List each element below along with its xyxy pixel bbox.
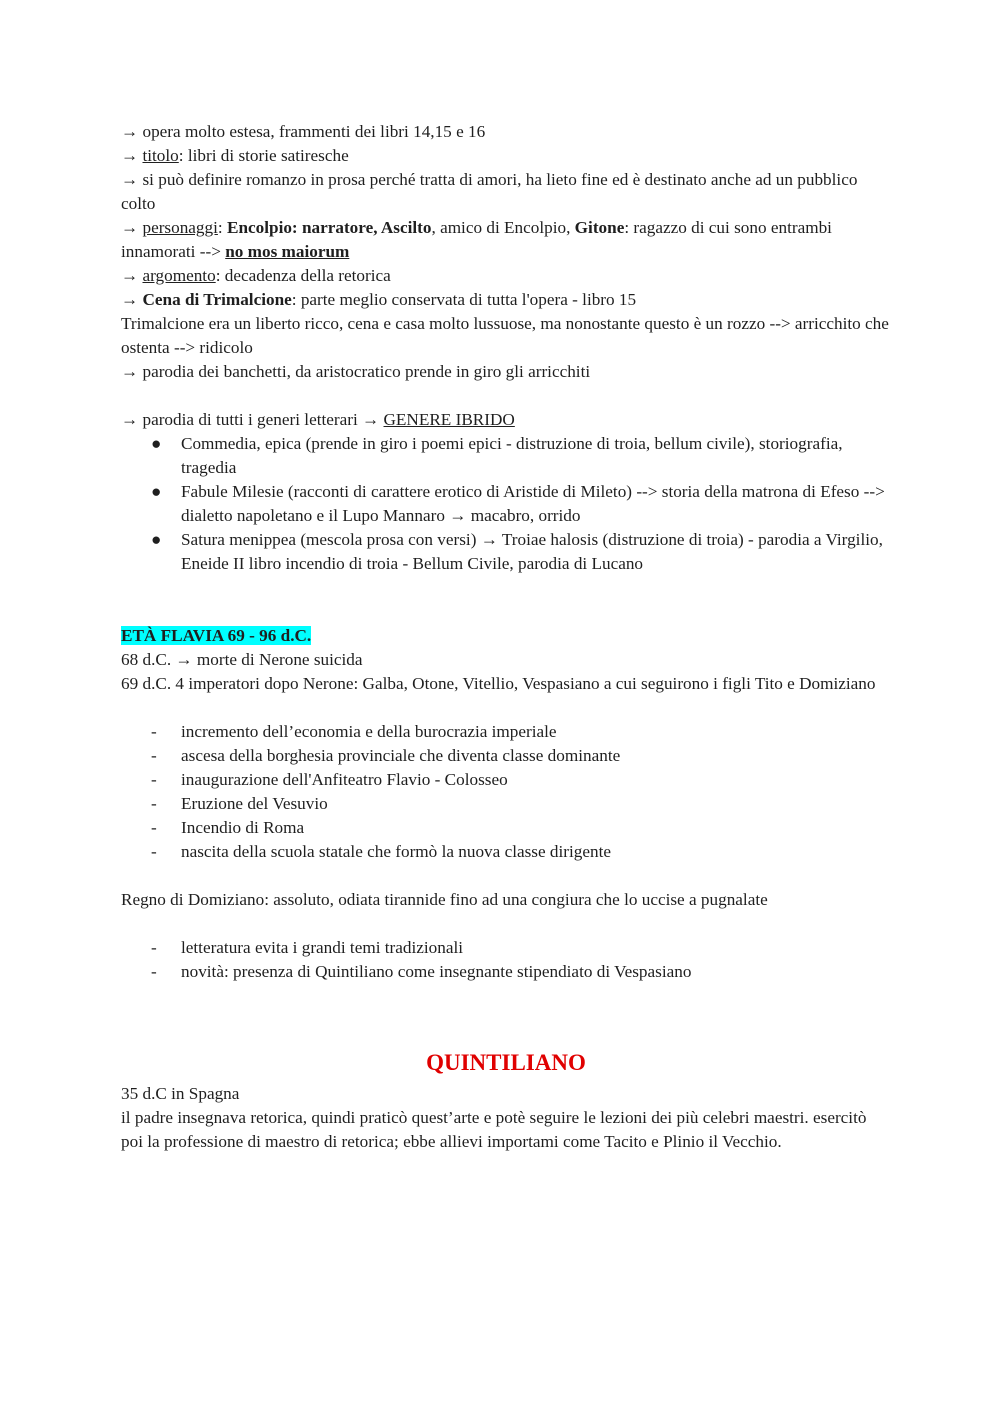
list-item-text: Eruzione del Vesuvio: [181, 794, 328, 813]
list-item: [121, 816, 891, 840]
arrow: →: [121, 290, 143, 309]
list-item-text: ascesa della borghesia provinciale che diventa classe dominante: [181, 746, 621, 765]
dash-marker: -: [151, 818, 157, 837]
spacer: [121, 1032, 891, 1048]
line-titolo: [121, 144, 891, 168]
label-personaggi: personaggi: [142, 218, 218, 237]
list-item: [121, 960, 891, 984]
label-titolo: titolo: [142, 146, 179, 165]
bold-mos-maiorum: no mos maiorum: [225, 242, 350, 261]
bold-encolpio: Encolpio: narratore, Ascilto: [226, 218, 432, 237]
list-item-text: nascita della scuola statale che formò la nuova classe dirigente: [181, 842, 611, 861]
dash-list-letteratura: [121, 936, 891, 984]
bold-gitone: Gitone: [574, 218, 625, 237]
text-cena: : parte meglio conservata di tutta l'opera - libro 15: [291, 290, 637, 309]
arrow: →: [121, 218, 143, 237]
line-parodia-generi: [121, 408, 891, 432]
spacer: [121, 576, 891, 624]
dash-marker: -: [151, 938, 157, 957]
list-item: [121, 936, 891, 960]
bullet-icon: ●: [151, 482, 162, 501]
line-opera: → opera molto estesa, frammenti dei libri 14,15 e 16: [121, 122, 486, 141]
spacer: [121, 864, 891, 888]
line-personaggi: [121, 216, 891, 264]
line-nascita: 35 d.C in Spagna: [121, 1084, 240, 1103]
list-item-text: incremento dell’economia e della burocrazia imperiale: [181, 722, 557, 741]
text-parodia: → parodia di tutti i generi letterari →: [121, 410, 384, 429]
bullet-icon: ●: [151, 434, 162, 453]
bullet-icon: ●: [151, 530, 162, 549]
bullet-list-generi: [121, 432, 891, 576]
list-item: [121, 720, 891, 744]
line-68: 68 d.C. → morte di Nerone suicida: [121, 650, 363, 669]
list-item: [121, 432, 891, 480]
page-content: [121, 120, 891, 1154]
label-argomento: argomento: [142, 266, 216, 285]
text-argomento: : decadenza della retorica: [215, 266, 391, 285]
list-item: [121, 528, 891, 576]
list-item: [121, 744, 891, 768]
arrow: →: [121, 266, 143, 285]
line-regno-domiziano: Regno di Domiziano: assoluto, odiata tirannide fino ad una congiura che lo uccise a pugnalate: [121, 890, 768, 909]
list-item-text: Commedia, epica (prende in giro i poemi epici - distruzione di troia, bellum civile), storiografia, tragedia: [181, 434, 843, 477]
text-ragazzo: : ragazzo di cui sono entrambi innamorati -->: [121, 218, 832, 261]
list-item-text: Incendio di Roma: [181, 818, 305, 837]
list-item-text: Fabule Milesie (racconti di carattere erotico di Aristide di Mileto) --> storia della matrona di Efeso --> dialetto napoletano e il Lupo Mannaro → macabro, orrido: [181, 482, 885, 525]
spacer: [121, 984, 891, 1032]
section-title-quintiliano: QUINTILIANO: [426, 1050, 586, 1075]
dash-marker: -: [151, 770, 157, 789]
dash-marker: -: [151, 794, 157, 813]
sep: :: [217, 218, 227, 237]
text-amico: , amico di Encolpio,: [431, 218, 575, 237]
spacer: [121, 696, 891, 720]
list-item-text: novità: presenza di Quintiliano come insegnante stipendiato di Vespasiano: [181, 962, 692, 981]
bold-cena: Cena di Trimalcione: [142, 290, 292, 309]
line-biografia: il padre insegnava retorica, quindi praticò quest’arte e potè seguire le lezioni dei più celebri maestri. esercitò poi la professione di maestro di retorica; ebbe allievi importami come Tacito e Plinio il Vecchio.: [121, 1108, 867, 1151]
list-item: [121, 840, 891, 864]
line-romanzo: → si può definire romanzo in prosa perché tratta di amori, ha lieto fine ed è destinato anche ad un pubblico colto: [121, 170, 858, 213]
list-item: [121, 480, 891, 528]
highlighted-heading: ETÀ FLAVIA 69 - 96 d.C.: [121, 626, 312, 645]
line-trimalcione: Trimalcione era un liberto ricco, cena e casa molto lussuose, ma nonostante questo è un rozzo --> arricchito che ostenta --> ridicolo: [121, 314, 889, 357]
dash-marker: -: [151, 746, 157, 765]
dash-marker: -: [151, 842, 157, 861]
line-cena: [121, 288, 891, 312]
section-heading-eta-flavia: [121, 624, 891, 648]
line-argomento: [121, 264, 891, 288]
label-genere-ibrido: GENERE IBRIDO: [383, 410, 515, 429]
dash-list-flavia: [121, 720, 891, 864]
text-titolo: : libri di storie satiresche: [178, 146, 349, 165]
arrow: →: [121, 146, 143, 165]
list-item: [121, 768, 891, 792]
dash-marker: -: [151, 722, 157, 741]
list-item-text: Satura menippea (mescola prosa con versi) → Troiae halosis (distruzione di troia) - parodia a Virgilio, Eneide II libro incendio di troia - Bellum Civile, parodia di Lucano: [181, 530, 883, 573]
spacer: [121, 912, 891, 936]
line-69: 69 d.C. 4 imperatori dopo Nerone: Galba, Otone, Vitellio, Vespasiano a cui seguirono i figli Tito e Domiziano: [121, 674, 876, 693]
list-item-text: letteratura evita i grandi temi tradizionali: [181, 938, 464, 957]
list-item: [121, 792, 891, 816]
dash-marker: -: [151, 962, 157, 981]
spacer: [121, 384, 891, 408]
list-item-text: inaugurazione dell'Anfiteatro Flavio - Colosseo: [181, 770, 508, 789]
line-parodia-banchetti: → parodia dei banchetti, da aristocratico prende in giro gli arricchiti: [121, 362, 591, 381]
